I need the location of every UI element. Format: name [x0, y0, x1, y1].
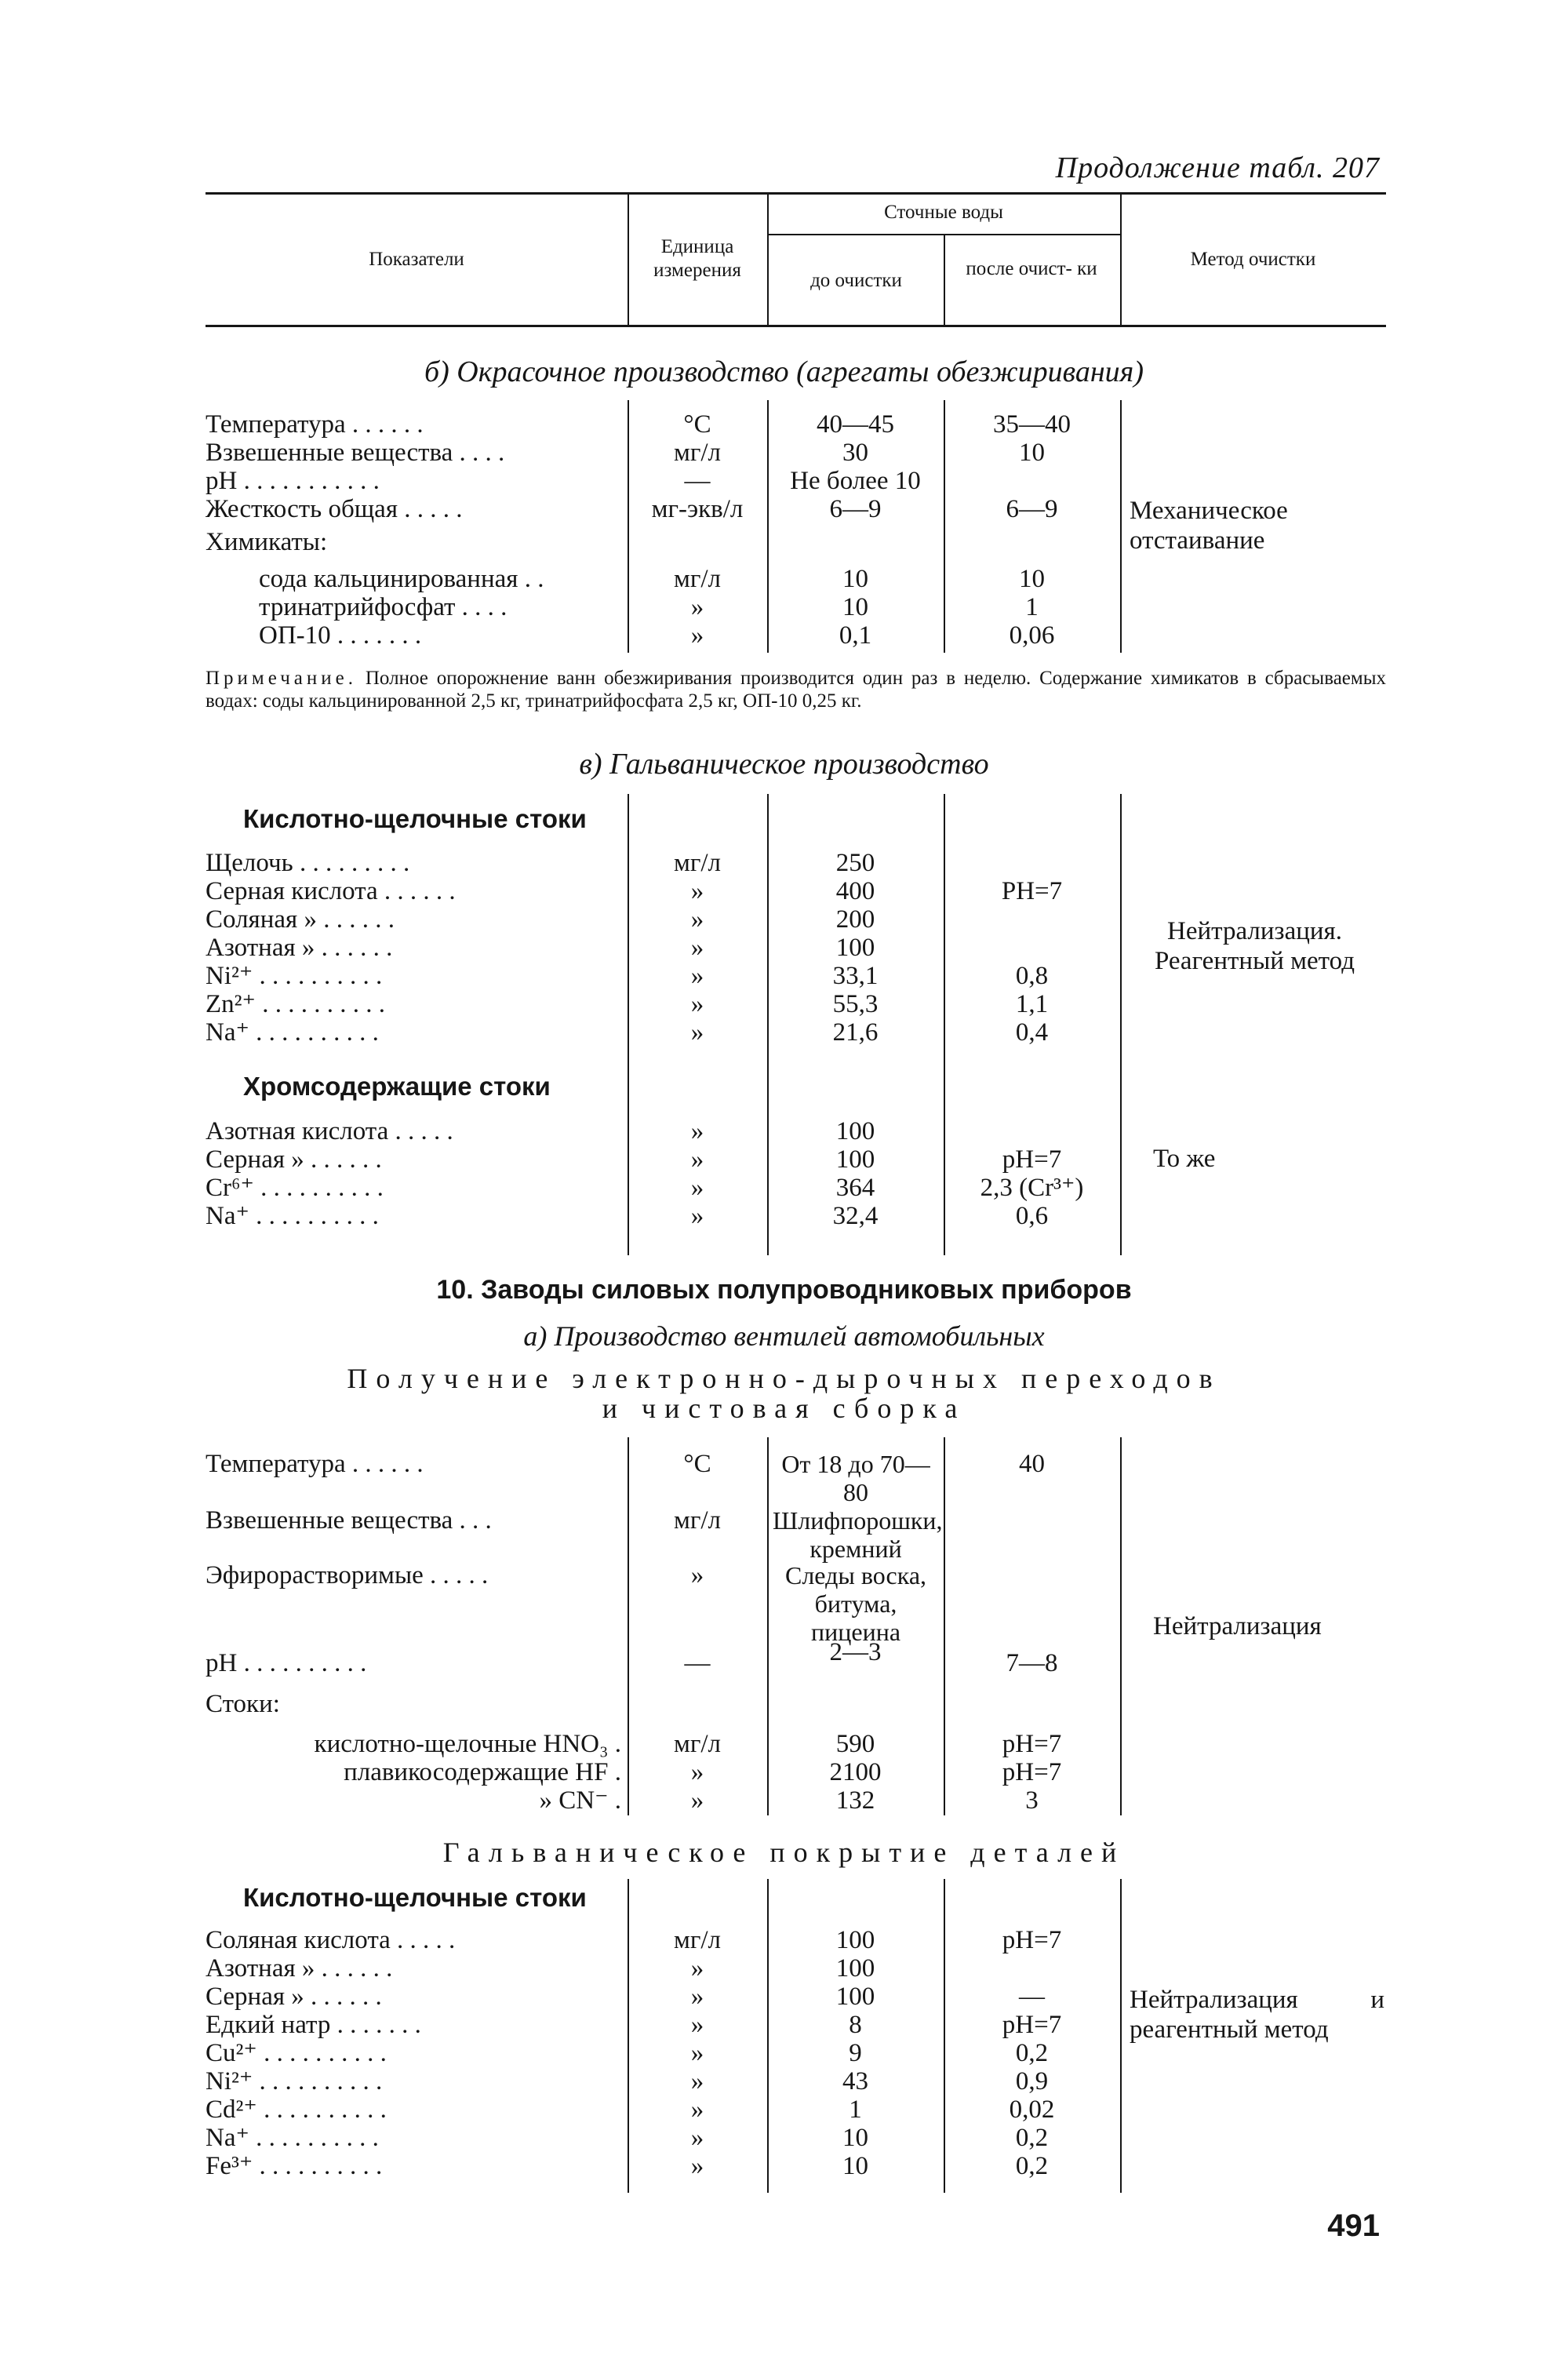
- row-label: Соляная кислота . . . . .: [206, 1926, 456, 1954]
- row-before: Не более 10: [790, 467, 921, 495]
- row-unit: °C: [683, 410, 711, 439]
- row-label: Щелочь . . . . . . . . .: [206, 849, 410, 877]
- row-unit: »: [690, 593, 704, 621]
- row-label: Na⁺ . . . . . . . . . .: [206, 2124, 379, 2152]
- row-unit: мг/л: [673, 1506, 722, 1535]
- row-after: 0,4: [1015, 1018, 1049, 1047]
- row-label: плавикосодержащие HF .: [344, 1758, 621, 1786]
- row-unit: »: [690, 1786, 704, 1815]
- row-label: Ni²⁺ . . . . . . . . . .: [206, 962, 383, 990]
- row-unit: »: [690, 2124, 704, 2152]
- table-continuation-caption: Продолжение табл. 207: [1055, 151, 1380, 184]
- col-wastewater-header: Сточные воды: [884, 202, 1003, 223]
- row-after: PH=7: [1001, 877, 1063, 905]
- chrome-heading: Хромсодержащие стоки: [243, 1072, 551, 1101]
- row-unit: —: [684, 467, 711, 495]
- row-unit: »: [690, 934, 704, 962]
- plant-section-title: 10. Заводы силовых полупроводниковых приборов: [436, 1275, 1132, 1305]
- header-divider: [944, 235, 945, 325]
- row-before: 132: [835, 1786, 875, 1815]
- header-bottom-rule: [206, 325, 1386, 327]
- row-before-multiline: Следы воска, битума, пицеина: [784, 1561, 927, 1646]
- row-label: Zn²⁺ . . . . . . . . . .: [206, 990, 385, 1018]
- method-same: То же: [1153, 1145, 1216, 1173]
- row-after: pH=7: [1002, 1730, 1062, 1758]
- spaced-heading-galvanic-coating: Гальваническое покрытие деталей: [442, 1837, 1126, 1868]
- row-after: 10: [1019, 439, 1045, 467]
- row-label: Серная » . . . . . .: [206, 1983, 382, 2011]
- row-before: 100: [835, 1954, 875, 1983]
- acid-alkali-heading-coating: Кислотно-щелочные стоки: [243, 1883, 587, 1912]
- row-before: 10: [842, 565, 868, 593]
- row-before: 32,4: [832, 1202, 879, 1230]
- row-before: 9: [849, 2039, 862, 2067]
- row-unit: »: [690, 1983, 704, 2011]
- row-before: 40—45: [817, 410, 894, 439]
- row-after: 6—9: [1006, 495, 1058, 523]
- row-before: 0,1: [839, 621, 872, 650]
- row-unit: мг/л: [673, 1926, 722, 1954]
- row-before: 364: [835, 1174, 875, 1202]
- row-after: 0,02: [1009, 2095, 1055, 2124]
- row-unit: »: [690, 962, 704, 990]
- row-before-multiline: Шлифпорошки, кремний: [773, 1506, 943, 1563]
- row-label: тринатрийфосфат . . . .: [259, 593, 508, 621]
- row-after: pH=7: [1002, 2011, 1062, 2039]
- row-label: Температура . . . . . .: [206, 410, 424, 439]
- row-label: Азотная » . . . . . .: [206, 934, 393, 962]
- row-after: 3: [1025, 1786, 1039, 1815]
- row-before: 21,6: [832, 1018, 879, 1047]
- row-after: pH=7: [1002, 1145, 1062, 1174]
- row-unit: »: [690, 1758, 704, 1786]
- row-unit: мг/л: [673, 849, 722, 877]
- acid-alkali-heading: Кислотно-щелочные стоки: [243, 804, 587, 833]
- row-after: 0,2: [1015, 2039, 1049, 2067]
- method-neutralization-reagent: Нейтрализация. Реагентный метод: [1154, 917, 1355, 975]
- row-label: Cr⁶⁺ . . . . . . . . . .: [206, 1174, 384, 1202]
- row-label: Эфирорастворимые . . . . .: [206, 1561, 489, 1589]
- header-top-rule: [206, 192, 1386, 195]
- row-label: Fe³⁺ . . . . . . . . . .: [206, 2152, 383, 2180]
- row-unit: »: [690, 905, 704, 934]
- footnote: [206, 667, 1386, 712]
- row-before: 100: [835, 1117, 875, 1145]
- row-before: 10: [842, 2152, 868, 2180]
- row-unit: »: [690, 1018, 704, 1047]
- row-label: Взвешенные вещества . . .: [206, 1506, 492, 1535]
- row-label: Na⁺ . . . . . . . . . .: [206, 1018, 379, 1047]
- row-before: 10: [842, 593, 868, 621]
- row-label: ОП-10 . . . . . . .: [259, 621, 422, 650]
- method-neutralization-reagent-coating: Нейтрализация и реагентный метод: [1130, 1986, 1384, 2044]
- row-label: pH . . . . . . . . . .: [206, 1649, 367, 1677]
- row-after: 2,3 (Cr³⁺): [980, 1174, 1084, 1202]
- row-label: Соляная » . . . . . .: [206, 905, 395, 934]
- row-label: Серная кислота . . . . . .: [206, 877, 456, 905]
- row-before: 43: [842, 2067, 868, 2095]
- subsection-title-valves: а) Производство вентилей автомобильных: [523, 1320, 1045, 1352]
- row-after: 1,1: [1015, 990, 1049, 1018]
- section-title-galvanic: в) Гальваническое производство: [579, 748, 989, 781]
- row-label: сода кальцинированная . .: [259, 565, 544, 593]
- row-unit: мг-экв/л: [651, 495, 744, 523]
- col-after-header: после очист- ки: [966, 258, 1097, 279]
- row-before: 1: [849, 2095, 862, 2124]
- row-after: 0,2: [1015, 2124, 1049, 2152]
- method-mechanical: Механическое отстаивание: [1130, 497, 1288, 555]
- row-before: 2100: [829, 1758, 882, 1786]
- row-unit: »: [690, 1145, 704, 1174]
- col-before-header: до очистки: [810, 270, 902, 291]
- row-unit: »: [690, 2067, 704, 2095]
- row-unit: —: [684, 1649, 711, 1677]
- row-unit: °C: [683, 1450, 711, 1478]
- row-before: 590: [835, 1730, 875, 1758]
- row-after: 0,06: [1009, 621, 1055, 650]
- row-unit: »: [690, 1202, 704, 1230]
- row-label: Ni²⁺ . . . . . . . . . .: [206, 2067, 383, 2095]
- row-before: 100: [835, 1983, 875, 2011]
- row-after: 1: [1025, 593, 1039, 621]
- row-unit: »: [690, 1954, 704, 1983]
- row-label: Азотная кислота . . . . .: [206, 1117, 453, 1145]
- row-unit: »: [690, 1174, 704, 1202]
- column-divider: [1120, 794, 1122, 1255]
- row-before-multiline: От 18 до 70—80: [781, 1450, 930, 1506]
- row-before: 200: [835, 905, 875, 934]
- row-unit: мг/л: [673, 1730, 722, 1758]
- row-unit: »: [690, 2039, 704, 2067]
- col-indicator-header: Показатели: [369, 249, 464, 270]
- row-unit: мг/л: [673, 439, 722, 467]
- row-label: Cd²⁺ . . . . . . . . . .: [206, 2095, 387, 2124]
- row-before: 400: [835, 877, 875, 905]
- row-after: pH=7: [1002, 1758, 1062, 1786]
- row-unit: »: [690, 621, 704, 650]
- row-label: » CN⁻ .: [539, 1786, 621, 1815]
- row-unit: »: [690, 2095, 704, 2124]
- row-before: 100: [835, 934, 875, 962]
- row-unit: »: [690, 990, 704, 1018]
- row-after: pH=7: [1002, 1926, 1062, 1954]
- footnote-lead: Примечание.: [206, 668, 358, 689]
- row-after: 35—40: [993, 410, 1071, 439]
- row-label: Серная » . . . . . .: [206, 1145, 382, 1174]
- row-before: 55,3: [832, 990, 879, 1018]
- row-after: 7—8: [1006, 1649, 1058, 1677]
- row-before: 30: [842, 439, 868, 467]
- row-label: Жесткость общая . . . . .: [206, 495, 463, 523]
- row-after: 10: [1019, 565, 1045, 593]
- method-neutralization: Нейтрализация: [1153, 1612, 1322, 1640]
- row-label: кислотно-щелочные HNO₃ .: [314, 1730, 621, 1758]
- column-divider: [1120, 1437, 1122, 1815]
- row-label: Температура . . . . . .: [206, 1450, 424, 1478]
- col-unit-header: Единица измерения: [653, 236, 741, 281]
- spaced-heading-assembly: и чистовая сборка: [602, 1393, 966, 1424]
- row-before: 33,1: [832, 962, 879, 990]
- row-label: Взвешенные вещества . . . .: [206, 439, 505, 467]
- row-label: Азотная » . . . . . .: [206, 1954, 393, 1983]
- row-unit: »: [690, 1561, 704, 1589]
- row-after: 40: [1019, 1450, 1045, 1478]
- column-divider: [1120, 400, 1122, 653]
- row-after: —: [1019, 1983, 1045, 2011]
- footnote-text: Полное опорожнение ванн обезжиривания производится один раз в неделю. Содержание химикатов в сбрасываемых водах: соды кальцинированной 2,5 кг, тринатрийфосфата 2,5 кг, ОП-10 0,25 кг.: [206, 668, 1387, 712]
- row-after: 0,2: [1015, 2152, 1049, 2180]
- row-label: Стоки:: [206, 1690, 280, 1718]
- row-before: 250: [835, 849, 875, 877]
- column-divider: [1120, 1879, 1122, 2193]
- row-before: 8: [849, 2011, 862, 2039]
- row-unit: »: [690, 2152, 704, 2180]
- section-title-painting: б) Окрасочное производство (агрегаты обезжиривания): [424, 355, 1144, 388]
- row-after: 0,9: [1015, 2067, 1049, 2095]
- row-unit: »: [690, 877, 704, 905]
- row-before: 2—3: [829, 1638, 882, 1666]
- col-method-header: Метод очистки: [1190, 249, 1316, 270]
- row-label: Na⁺ . . . . . . . . . .: [206, 1202, 379, 1230]
- spaced-heading-junctions: Получение электронно-дырочных переходов: [347, 1363, 1221, 1394]
- row-unit: »: [690, 2011, 704, 2039]
- row-label: Химикаты:: [206, 528, 328, 556]
- row-label: Cu²⁺ . . . . . . . . . .: [206, 2039, 387, 2067]
- row-before: 100: [835, 1926, 875, 1954]
- row-unit: мг/л: [673, 565, 722, 593]
- row-after: 0,8: [1015, 962, 1049, 990]
- row-before: 6—9: [829, 495, 882, 523]
- row-before: 10: [842, 2124, 868, 2152]
- row-unit: »: [690, 1117, 704, 1145]
- row-label: pH . . . . . . . . . . .: [206, 467, 380, 495]
- row-before: 100: [835, 1145, 875, 1174]
- row-after: 0,6: [1015, 1202, 1049, 1230]
- row-label: Едкий натр . . . . . . .: [206, 2011, 421, 2039]
- page-number: 491: [1327, 2208, 1380, 2243]
